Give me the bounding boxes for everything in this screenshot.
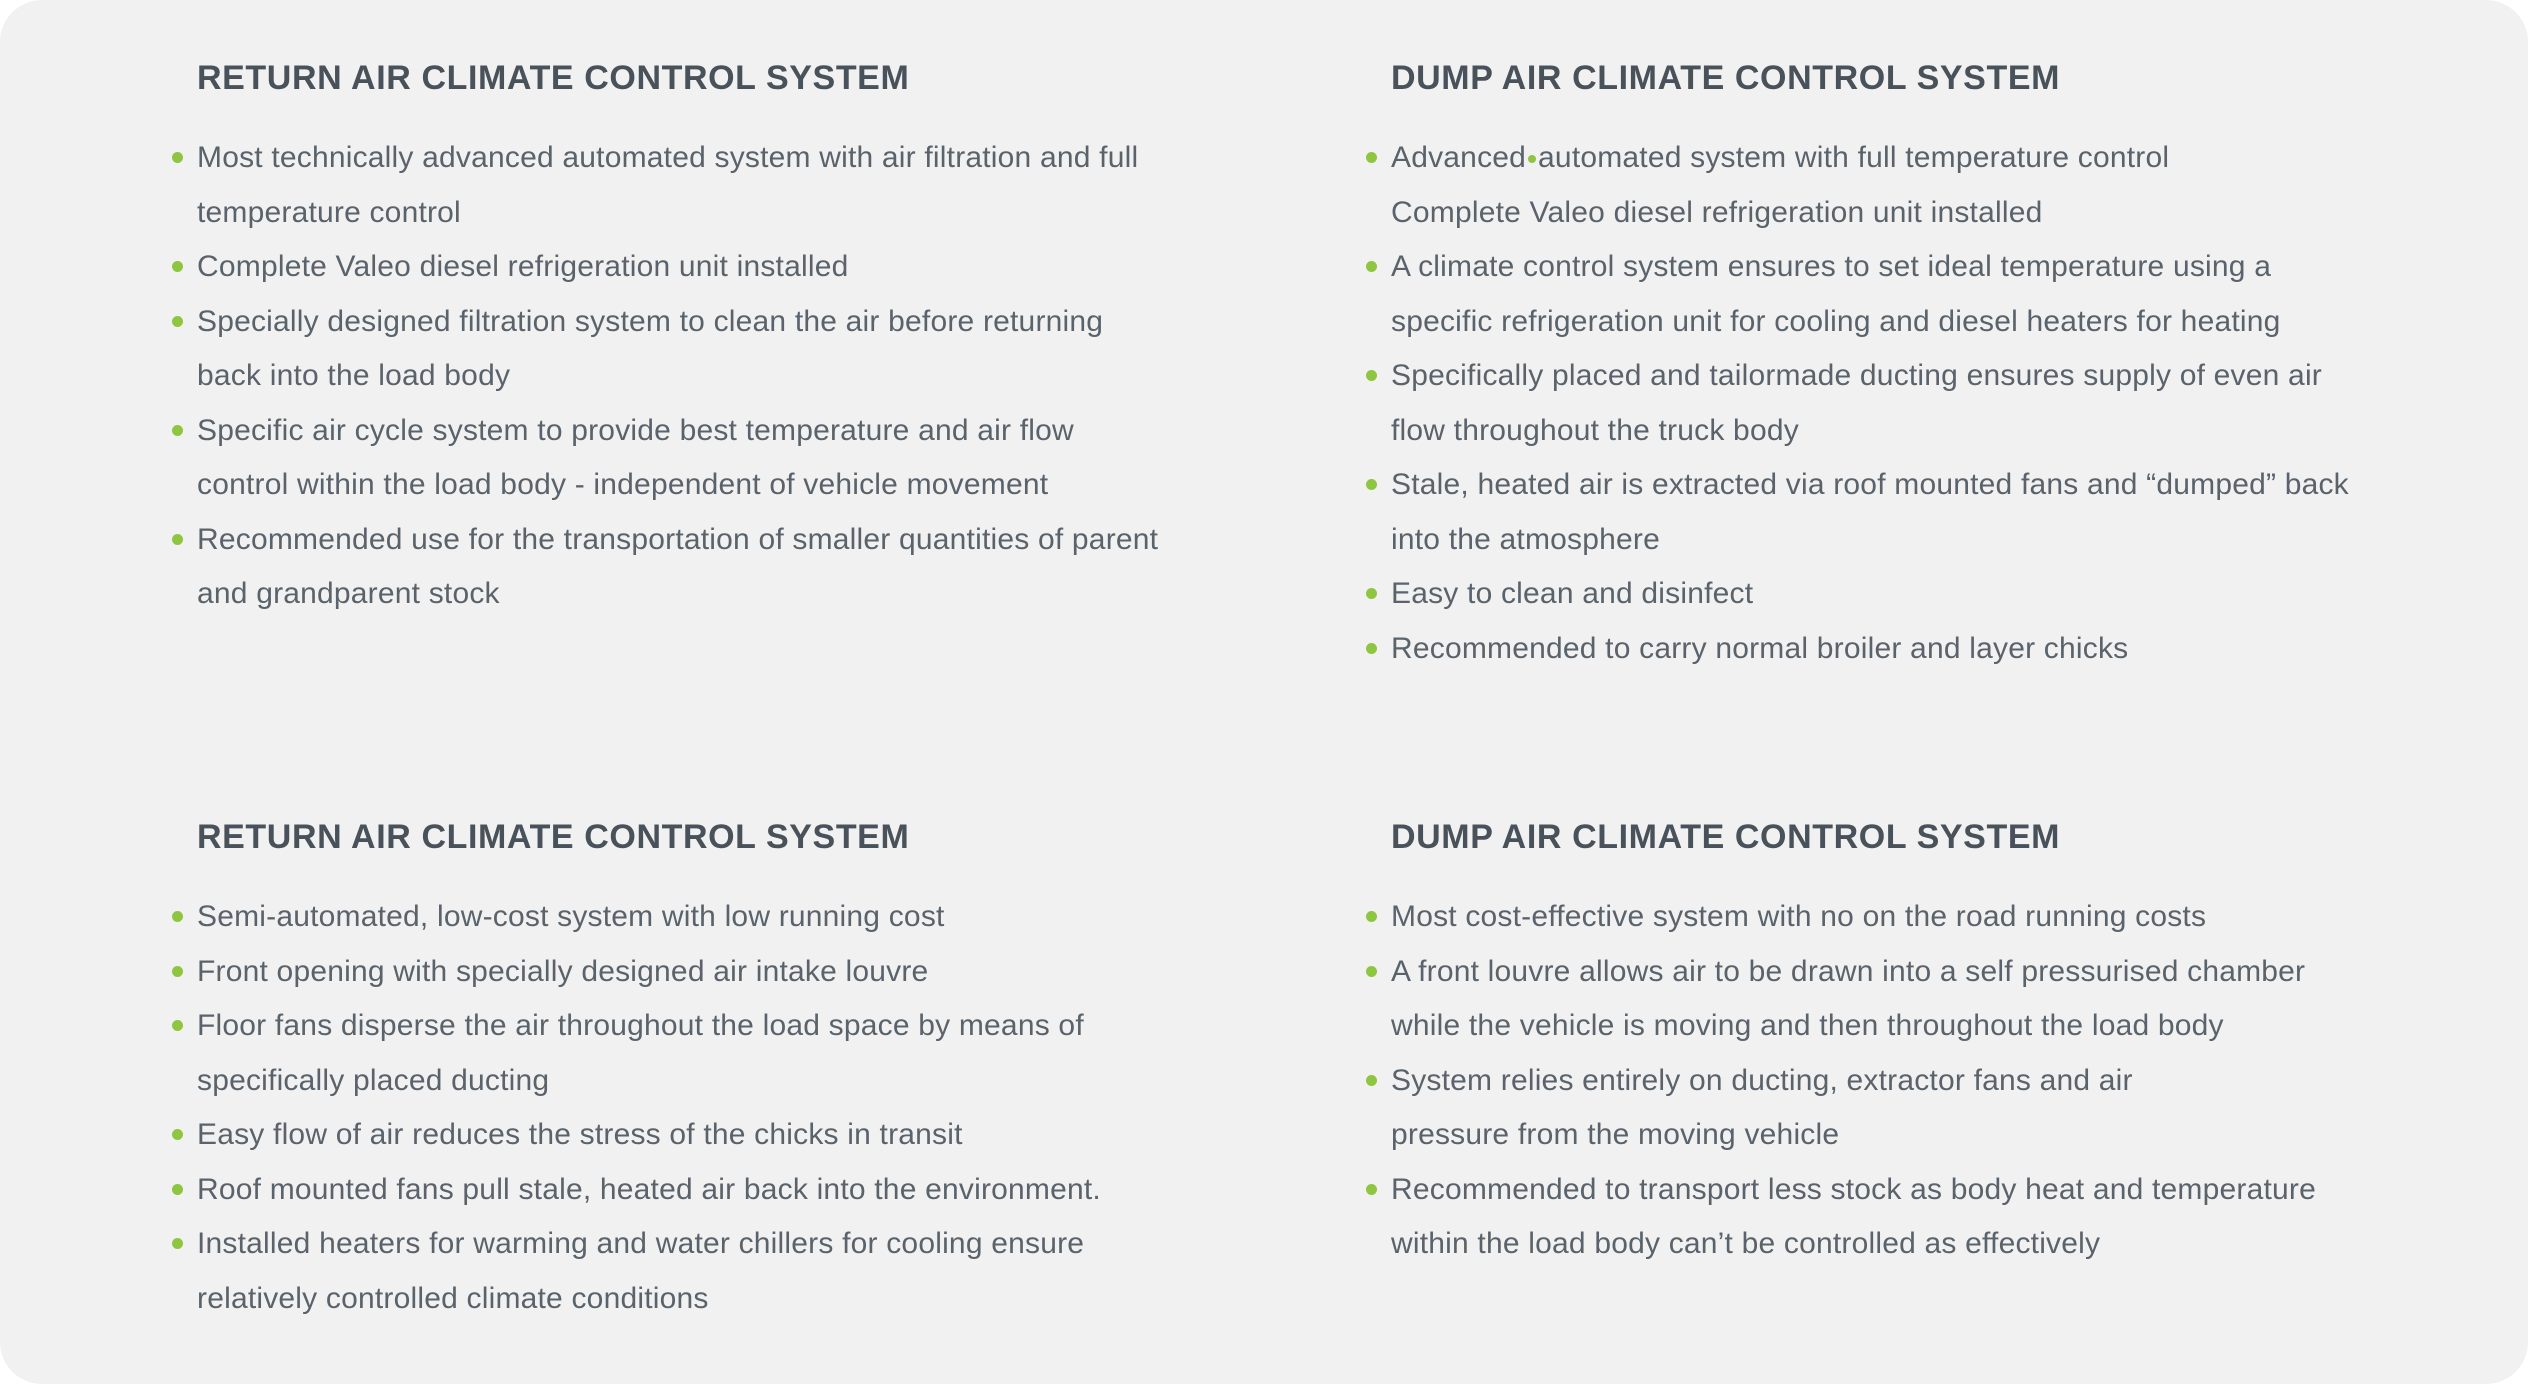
- list-item: [1366, 622, 2526, 677]
- bullet-dot-icon: [1366, 911, 1377, 922]
- list-item: [172, 999, 1352, 1108]
- list-item: [172, 404, 1352, 513]
- list-item: [1366, 240, 2526, 349]
- list-item-line: back into the load body: [197, 359, 511, 392]
- list-item-line: Complete Valeo diesel refrigeration unit installed: [197, 250, 849, 283]
- list-item-line: Most cost-effective system with no on the road running costs: [1391, 900, 2207, 933]
- bullet-dot-icon: [172, 261, 183, 272]
- list-item-line: Easy to clean and disinfect: [1391, 577, 1754, 610]
- bullet-dot-icon: [172, 425, 183, 436]
- bullet-dot-icon: [1366, 1075, 1377, 1086]
- list-item: [172, 1163, 1352, 1218]
- bullet-dot-icon: [1366, 479, 1377, 490]
- bullet-dot-icon: [172, 911, 183, 922]
- list-item-line: specific refrigeration unit for cooling and diesel heaters for heating: [1391, 304, 2281, 338]
- bullet-dot-icon: [172, 1238, 183, 1249]
- list-item-line: Easy flow of air reduces the stress of the chicks in transit: [197, 1118, 963, 1151]
- bullet-dot-icon: [172, 534, 183, 545]
- list-item: [1366, 1163, 2526, 1272]
- list-item-line: Specific air cycle system to provide best temperature and air flow: [197, 413, 1074, 447]
- list-item-line: System relies entirely on ducting, extractor fans and air: [1391, 1063, 2133, 1097]
- bullet-dot-icon: [1366, 152, 1377, 163]
- list-item-line: into the atmosphere: [1391, 522, 1660, 556]
- bullet-dot-icon: [1366, 966, 1377, 977]
- section-title: DUMP AIR CLIMATE CONTROL SYSTEM: [1391, 818, 2061, 856]
- list-item-line: specifically placed ducting: [197, 1063, 550, 1097]
- list-item: [172, 945, 1352, 1000]
- bullet-dot-icon: [1366, 370, 1377, 381]
- list-item: [172, 1217, 1352, 1326]
- list-item-line: control within the load body - independent of vehicle movement: [197, 468, 1049, 501]
- bullet-dot-icon: [172, 1184, 183, 1195]
- list-item: [1366, 1054, 2526, 1163]
- list-item: [172, 131, 1352, 240]
- bullet-dot-icon: [1366, 261, 1377, 272]
- list-item: [172, 890, 1352, 945]
- list-item-line: pressure from the moving vehicle: [1391, 1118, 1840, 1151]
- list-item-line: within the load body can’t be controlled as effectively: [1391, 1227, 2101, 1260]
- list-item-line: Floor fans disperse the air throughout the load space by means of: [197, 1009, 1084, 1042]
- section-title: RETURN AIR CLIMATE CONTROL SYSTEM: [197, 818, 910, 856]
- list-item-line: A climate control system ensures to set ideal temperature using a: [1391, 250, 2272, 283]
- list-item-line: Advanced automated system with full temperature control: [1391, 141, 2170, 174]
- bullet-list: [1366, 131, 2526, 676]
- list-item: [172, 1108, 1352, 1163]
- section-title: RETURN AIR CLIMATE CONTROL SYSTEM: [197, 59, 910, 97]
- inline-green-dot-icon: [1528, 155, 1536, 163]
- list-item-line: Most technically advanced automated system with air filtration and full: [197, 141, 1139, 174]
- bullet-dot-icon: [172, 1020, 183, 1031]
- list-item: [1366, 945, 2526, 1054]
- list-item-line: and grandparent stock: [197, 577, 500, 610]
- section-return-air-top: [172, 58, 1352, 622]
- bullet-dot-icon: [1366, 643, 1377, 654]
- list-item-line: A front louvre allows air to be drawn into a self pressurised chamber: [1391, 954, 2306, 988]
- list-item-line: Roof mounted fans pull stale, heated air back into the environment.: [197, 1172, 1101, 1206]
- bullet-list: [172, 131, 1352, 622]
- list-item-line: flow throughout the truck body: [1391, 413, 1799, 447]
- list-item-line: while the vehicle is moving and then throughout the load body: [1391, 1009, 2224, 1042]
- bullet-list: [1366, 890, 2526, 1272]
- list-item-line: relatively controlled climate conditions: [197, 1281, 709, 1315]
- list-item: [1366, 349, 2526, 458]
- list-item-line: temperature control: [197, 195, 461, 229]
- list-item-line: Specially designed filtration system to clean the air before returning: [197, 304, 1104, 338]
- list-item-line: Recommended to carry normal broiler and layer chicks: [1391, 631, 2129, 665]
- list-item: [1366, 890, 2526, 945]
- list-item-line: Front opening with specially designed air intake louvre: [197, 954, 929, 988]
- section-title: DUMP AIR CLIMATE CONTROL SYSTEM: [1391, 59, 2061, 97]
- bullet-dot-icon: [172, 316, 183, 327]
- list-item: [1366, 567, 2526, 622]
- list-item-line: Installed heaters for warming and water chillers for cooling ensure: [197, 1227, 1085, 1260]
- list-item: [172, 295, 1352, 404]
- list-item-line: Semi-automated, low-cost system with low running cost: [197, 900, 945, 933]
- list-item: [172, 513, 1352, 622]
- bullet-dot-icon: [1366, 1184, 1377, 1195]
- list-item: [1366, 458, 2526, 567]
- list-item-line: Stale, heated air is extracted via roof mounted fans and “dumped” back: [1391, 468, 2349, 501]
- list-item-line: Specifically placed and tailormade ducting ensures supply of even air: [1391, 359, 2322, 392]
- list-item-line: Recommended to transport less stock as body heat and temperature: [1391, 1172, 2316, 1206]
- bullet-list: [172, 890, 1352, 1326]
- section-dump-air-top: [1366, 58, 2526, 676]
- list-item-line: Complete Valeo diesel refrigeration unit installed: [1391, 195, 2043, 229]
- list-item: [172, 240, 1352, 295]
- list-item: [1366, 131, 2526, 240]
- list-item-line: Recommended use for the transportation of smaller quantities of parent: [197, 522, 1159, 556]
- section-dump-air-bottom: [1366, 817, 2526, 1272]
- bullet-dot-icon: [1366, 588, 1377, 599]
- section-return-air-bottom: [172, 817, 1352, 1326]
- bullet-dot-icon: [172, 966, 183, 977]
- bullet-dot-icon: [172, 1129, 183, 1140]
- bullet-dot-icon: [172, 152, 183, 163]
